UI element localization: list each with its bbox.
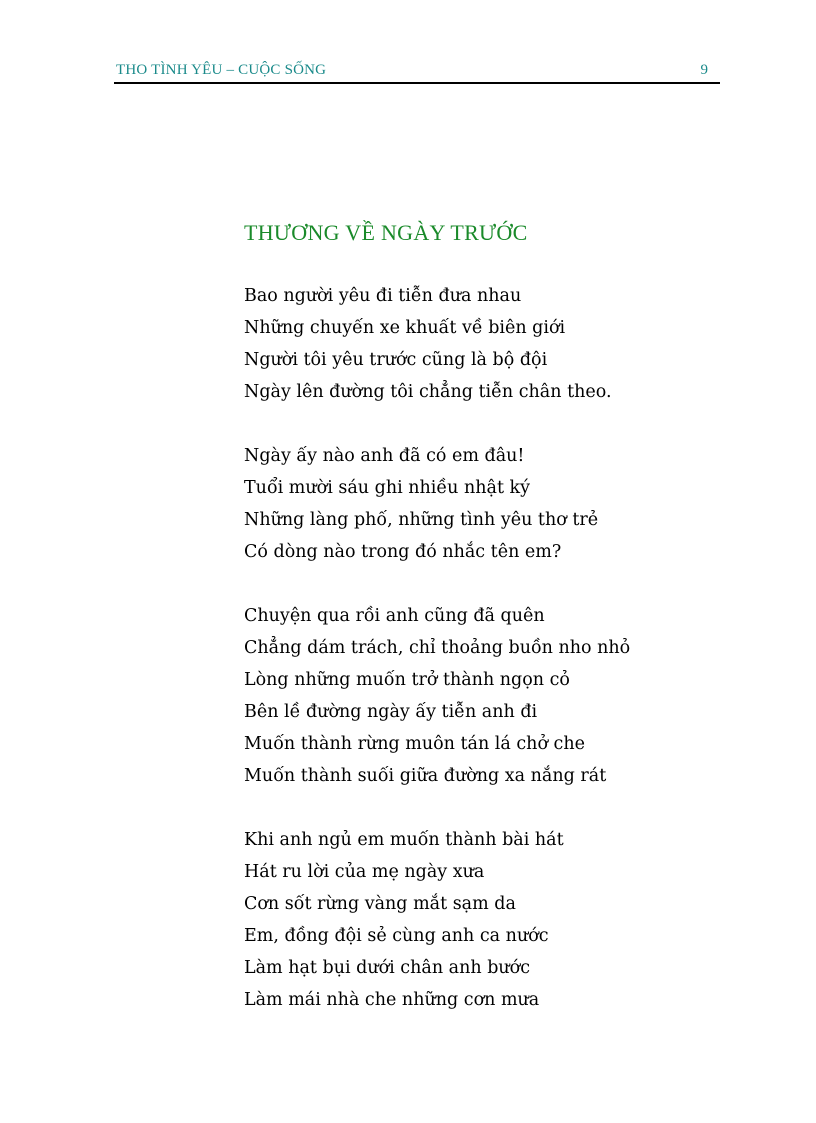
poem [244,218,704,1048]
poem-line: Cơn sốt rừng vàng mắt sạm da [244,894,516,914]
poem-line: Hát ru lời của mẹ ngày xưa [244,862,485,882]
running-header-title: THO TÌNH YÊU – CUỘC SỐNG [116,62,327,78]
poem-line: Những làng phố, những tình yêu thơ trẻ [244,510,599,530]
page-number: 9 [700,62,708,78]
page-header [114,60,720,84]
stanza-4 [244,824,704,1016]
poem-line: Bao người yêu đi tiễn đưa nhau [244,286,522,306]
stanza-3 [244,600,704,792]
poem-line: Em, đồng đội sẻ cùng anh ca nước [244,926,549,946]
poem-line: Ngày lên đường tôi chẳng tiễn chân theo. [244,382,612,402]
poem-line: Lòng những muốn trở thành ngọn cỏ [244,670,570,690]
poem-line: Tuổi mười sáu ghi nhiều nhật ký [244,478,531,498]
stanza-1 [244,280,704,408]
poem-line: Bên lề đường ngày ấy tiễn anh đi [244,702,538,722]
poem-line: Những chuyến xe khuất về biên giới [244,318,566,338]
poem-line: Có dòng nào trong đó nhắc tên em? [244,542,562,562]
poem-title: THƯƠNG VỀ NGÀY TRƯỚC [244,220,528,245]
poem-line: Chuyện qua rồi anh cũng đã quên [244,606,545,626]
poem-line: Chẳng dám trách, chỉ thoảng buồn nho nhỏ [244,638,631,658]
poem-line: Muốn thành rừng muôn tán lá chở che [244,734,585,754]
poem-line: Làm hạt bụi dưới chân anh bước [244,958,530,978]
poem-line: Làm mái nhà che những cơn mưa [244,990,540,1010]
stanza-2 [244,440,704,568]
poem-line: Muốn thành suối giữa đường xa nắng rát [244,766,607,786]
poem-line: Người tôi yêu trước cũng là bộ đội [244,350,548,370]
poem-line: Khi anh ngủ em muốn thành bài hát [244,830,564,850]
poem-line: Ngày ấy nào anh đã có em đâu! [244,446,525,466]
